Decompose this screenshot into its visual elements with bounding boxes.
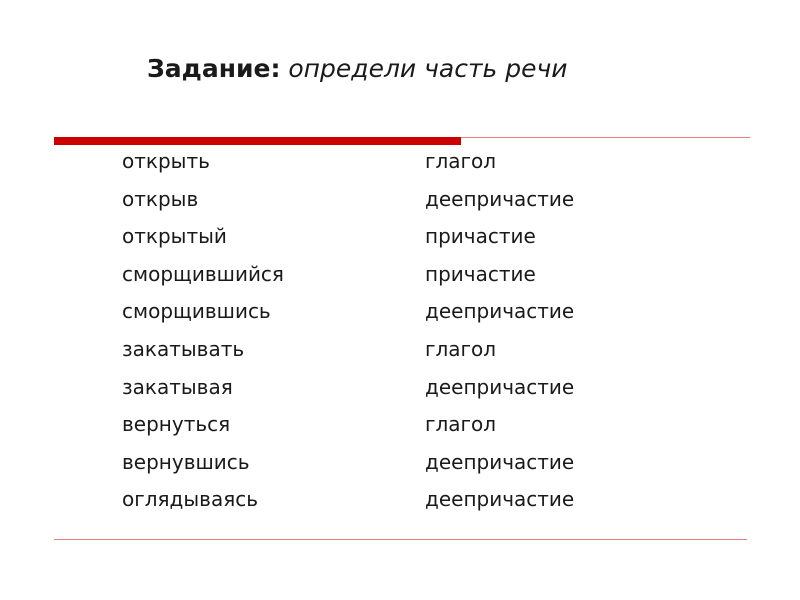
word-cell: открыв bbox=[122, 186, 199, 211]
list-item bbox=[0, 446, 800, 484]
word-cell: закатывая bbox=[122, 374, 233, 399]
word-cell: открытый bbox=[122, 224, 227, 249]
accent-divider-thick bbox=[54, 137, 461, 145]
word-cell: сморщившийся bbox=[122, 261, 284, 286]
list-item bbox=[0, 258, 800, 296]
word-cell: закатывать bbox=[122, 336, 245, 361]
part-of-speech-cell: деепричастие bbox=[425, 487, 575, 512]
list-item bbox=[0, 295, 800, 333]
word-cell: открыть bbox=[122, 149, 210, 173]
part-of-speech-cell: глагол bbox=[425, 412, 497, 437]
word-cell: сморщившись bbox=[122, 299, 271, 324]
list-item bbox=[0, 145, 800, 183]
part-of-speech-cell: деепричастие bbox=[425, 374, 575, 399]
part-of-speech-cell: глагол bbox=[425, 149, 497, 173]
word-cell: оглядываясь bbox=[122, 487, 259, 512]
part-of-speech-cell: причастие bbox=[425, 224, 536, 249]
accent-divider-thin-top bbox=[461, 137, 750, 138]
part-of-speech-cell: деепричастие bbox=[425, 299, 575, 324]
list-item bbox=[0, 371, 800, 409]
list-item bbox=[0, 408, 800, 446]
page-title bbox=[147, 52, 567, 86]
title-lead: Задание: bbox=[147, 54, 281, 83]
part-of-speech-cell: причастие bbox=[425, 261, 536, 286]
word-cell: вернуться bbox=[122, 412, 231, 437]
word-cell: вернувшись bbox=[122, 449, 250, 474]
part-of-speech-cell: деепричастие bbox=[425, 449, 575, 474]
list-item bbox=[0, 183, 800, 221]
bottom-divider bbox=[54, 539, 747, 540]
part-of-speech-cell: деепричастие bbox=[425, 186, 575, 211]
word-list bbox=[0, 145, 800, 521]
part-of-speech-cell: глагол bbox=[425, 336, 497, 361]
list-item bbox=[0, 333, 800, 371]
list-item bbox=[0, 220, 800, 258]
title-rest: определи часть речи bbox=[288, 54, 568, 83]
list-item bbox=[0, 483, 800, 521]
